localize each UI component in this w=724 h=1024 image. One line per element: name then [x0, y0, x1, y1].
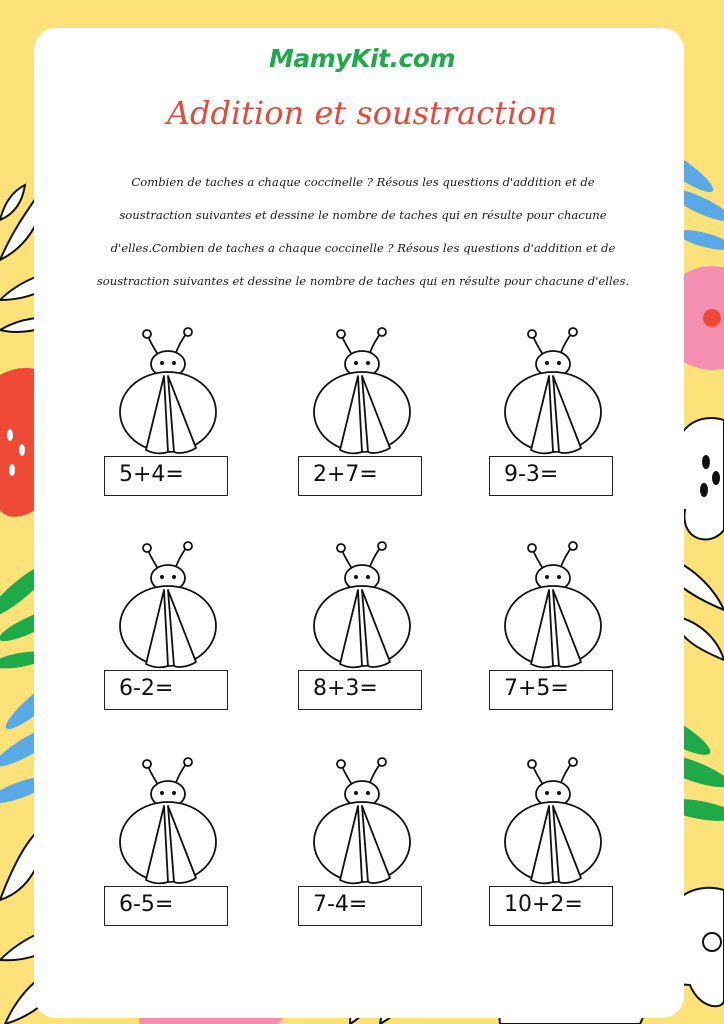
exercise-cell: [296, 326, 446, 506]
ladybug-outline-icon: [102, 756, 252, 886]
ladybug-outline-icon: [102, 326, 252, 456]
answer-box[interactable]: [489, 670, 613, 710]
brand-logo-text: MamyKit.com: [268, 44, 456, 73]
ladybug-outline-icon: [487, 540, 637, 670]
answer-box[interactable]: [298, 456, 422, 496]
equation-label: 7+5=: [504, 676, 569, 701]
answer-box[interactable]: [104, 456, 228, 496]
exercise-cell: [296, 756, 446, 936]
exercise-cell: [296, 540, 446, 720]
answer-box[interactable]: [489, 886, 613, 926]
answer-box[interactable]: [298, 670, 422, 710]
ladybug-outline-icon: [296, 540, 446, 670]
answer-box[interactable]: [104, 886, 228, 926]
exercise-cell: [102, 756, 252, 936]
ladybug-outline-icon: [296, 756, 446, 886]
equation-label: 7-4=: [313, 892, 368, 917]
exercise-cell: [102, 540, 252, 720]
equation-label: 9-3=: [504, 462, 559, 487]
equation-label: 8+3=: [313, 676, 378, 701]
answer-box[interactable]: [489, 456, 613, 496]
equation-label: 10+2=: [504, 892, 583, 917]
equation-label: 2+7=: [313, 462, 378, 487]
equation-label: 6-2=: [119, 676, 174, 701]
exercise-cell: [102, 326, 252, 506]
equation-label: 6-5=: [119, 892, 174, 917]
answer-box[interactable]: [104, 670, 228, 710]
ladybug-outline-icon: [487, 326, 637, 456]
ladybug-outline-icon: [296, 326, 446, 456]
exercise-cell: [487, 540, 637, 720]
answer-box[interactable]: [298, 886, 422, 926]
equation-label: 5+4=: [119, 462, 184, 487]
exercise-cell: [487, 756, 637, 936]
exercise-cell: [487, 326, 637, 506]
page-title: Addition et soustraction: [166, 94, 558, 132]
instructions-text: Combien de taches a chaque coccinelle ? Résous les questions d'addition et de soustraction suivantes et dessine le nombre de taches qui en résulte pour chacune d'elles.Combien de taches a chaque coccinelle ? Résous les questions d'addition et de soustraction suivantes et dessine le nombre de taches qui en résulte pour chacune d'elles.: [96, 175, 630, 288]
ladybug-outline-icon: [487, 756, 637, 886]
ladybug-outline-icon: [102, 540, 252, 670]
